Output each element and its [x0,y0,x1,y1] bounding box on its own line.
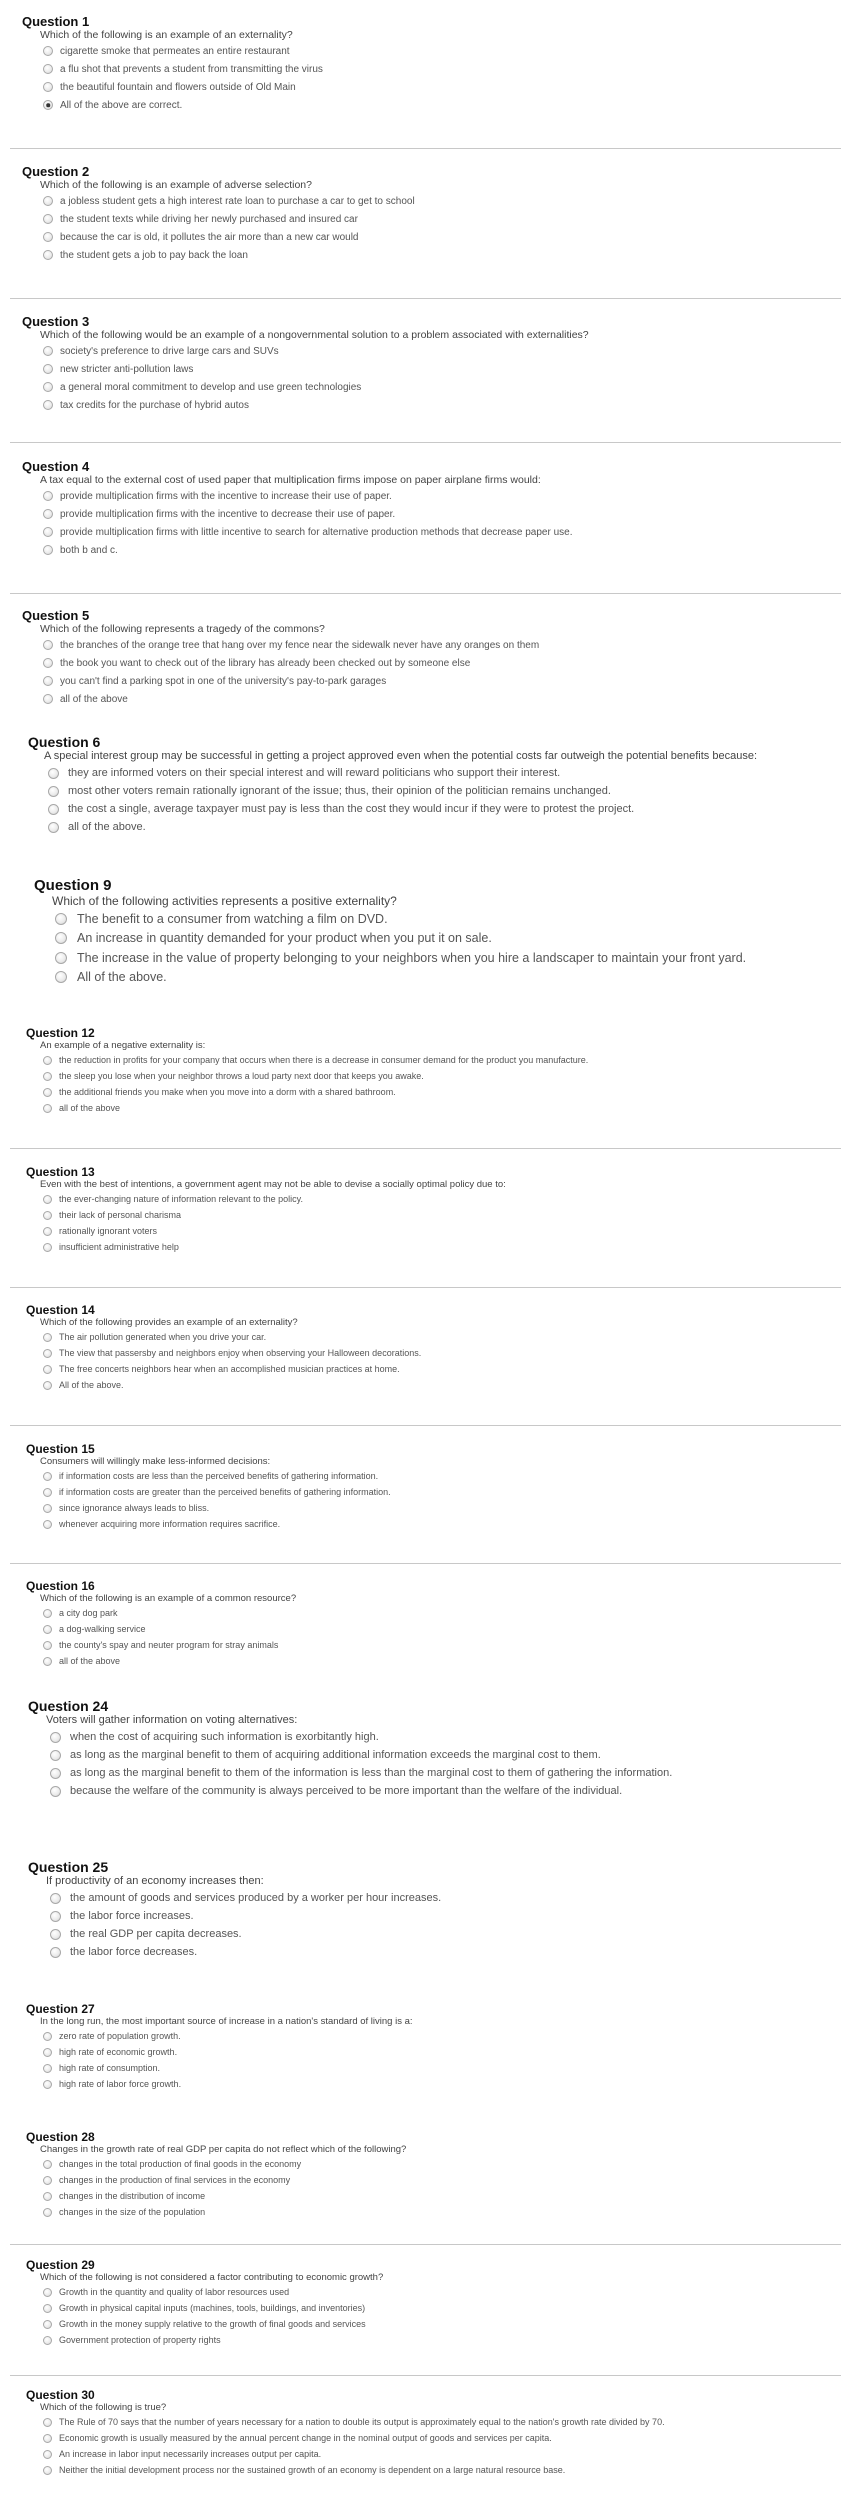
radio-button[interactable] [48,768,59,779]
radio-button[interactable] [50,1929,61,1940]
radio-button[interactable] [43,1072,52,1081]
answer-option[interactable] [50,1746,672,1764]
radio-button[interactable] [55,913,67,925]
radio-button[interactable] [43,1333,52,1342]
answer-option[interactable] [43,487,572,505]
question-block [26,2258,383,2348]
radio-button[interactable] [50,1768,61,1779]
radio-button[interactable] [43,658,53,668]
radio-button[interactable] [43,2320,52,2329]
answer-option[interactable] [43,1068,588,1084]
radio-button[interactable] [43,2418,52,2427]
question-prompt: Which of the following is not considered a factor contributing to economic growth? [40,2272,384,2283]
radio-button[interactable] [43,1104,52,1113]
answer-options [43,1605,296,1669]
answer-option[interactable] [43,541,572,559]
question-divider [10,1148,841,1149]
radio-button[interactable] [50,1732,61,1743]
answer-option-text: all of the above. [68,821,146,833]
answer-option[interactable] [43,2172,406,2188]
question-divider [10,442,841,443]
radio-button-selected[interactable] [43,100,53,110]
radio-button[interactable] [43,2466,52,2475]
answer-option-text: the branches of the orange tree that hang over my fence near the sidewalk never have any oranges on them [60,639,540,651]
answer-options [48,764,757,836]
radio-button[interactable] [50,1786,61,1797]
answer-option-text: whenever acquiring more information requires sacrifice. [59,1519,281,1529]
answer-option-text: both b and c. [60,544,118,556]
radio-button[interactable] [43,2080,52,2089]
answer-option[interactable] [43,1653,296,1669]
answer-option-text: Growth in the quantity and quality of labor resources used [59,2287,290,2297]
question-title: Question 9 [34,877,112,894]
answer-option-text: because the welfare of the community is always perceived to be more important than the welfare of the individual. [70,1785,623,1797]
radio-button[interactable] [43,1625,52,1634]
answer-option-text: The free concerts neighbors hear when an accomplished musician practices at home. [59,1364,400,1374]
answer-option[interactable] [43,378,589,396]
radio-button[interactable] [50,1947,61,1958]
answer-option[interactable] [55,929,746,949]
question-block [26,1303,421,1393]
radio-button[interactable] [43,82,53,92]
question-prompt: Which of the following provides an example of an externality? [40,1317,298,1328]
question-prompt: Which of the following is an example of an externality? [40,29,293,41]
answer-option[interactable] [43,2430,665,2446]
answer-option-text: Growth in the money supply relative to the growth of final goods and services [59,2319,366,2329]
answer-option-text: the student texts while driving her newly purchased and insured car [60,213,358,225]
answer-option[interactable] [43,1329,421,1345]
answer-options [43,2028,413,2092]
answer-option[interactable] [50,1782,672,1800]
question-title: Question 5 [22,608,90,623]
answer-options [50,1728,672,1800]
answer-option-text: changes in the production of final services in the economy [59,2175,291,2185]
answer-option[interactable] [43,2316,383,2332]
answer-option[interactable] [43,2156,406,2172]
answer-option-text: tax credits for the purchase of hybrid autos [60,399,249,411]
radio-button[interactable] [43,2176,52,2185]
question-block [22,14,323,114]
radio-button[interactable] [43,214,53,224]
radio-button[interactable] [43,491,53,501]
radio-button[interactable] [50,1750,61,1761]
answer-option-text: the cost a single, average taxpayer must pay is less than the cost they would incur if they were to protest the project. [68,803,635,815]
answer-option-text: a dog-walking service [59,1624,146,1634]
radio-button[interactable] [43,1641,52,1650]
question-block [26,2002,413,2092]
answer-option-text: when the cost of acquiring such information is exorbitantly high. [70,1731,379,1743]
answer-option[interactable] [43,1516,391,1532]
answer-option-text: they are informed voters on their special interest and will reward politicians who support their interest. [68,767,561,779]
answer-option[interactable] [43,2462,665,2478]
radio-button[interactable] [43,1520,52,1529]
question-prompt: Changes in the growth rate of real GDP per capita do not reflect which of the following? [40,2144,407,2155]
answer-option-text: The view that passersby and neighbors enjoy when observing your Halloween decorations. [59,1348,422,1358]
answer-option-text: the county's spay and neuter program for stray animals [59,1640,279,1650]
answer-option[interactable] [43,1191,506,1207]
answer-option-text: insufficient administrative help [59,1242,179,1252]
answer-option-text: The increase in the value of property belonging to your neighbors when you hire a landscaper to maintain your front yard. [77,950,747,965]
radio-button[interactable] [55,952,67,964]
question-title: Question 16 [26,1579,95,1593]
answer-option-text: the sleep you lose when your neighbor throws a loud party next door that keeps you awake. [59,1071,424,1081]
answer-option[interactable] [50,1764,672,1782]
answer-option-text: All of the above. [59,1380,124,1390]
radio-button[interactable] [43,694,53,704]
answer-option[interactable] [43,2332,383,2348]
answer-options [50,1889,441,1961]
answer-options [43,2156,406,2220]
answer-option[interactable] [50,1925,441,1943]
question-divider [10,148,841,149]
question-divider [10,1287,841,1288]
answer-option-text: if information costs are greater than the perceived benefits of gathering information. [59,1487,391,1497]
answer-option[interactable] [43,1377,421,1393]
question-prompt: Which of the following is true? [40,2402,167,2413]
answer-options [43,487,572,559]
answer-option[interactable] [43,672,539,690]
answer-option-text: a jobless student gets a high interest rate loan to purchase a car to get to school [60,195,415,207]
question-block [28,734,757,836]
question-prompt: A special interest group may be successful in getting a project approved even when the potential costs far outweigh the potential benefits because: [44,750,757,762]
answer-option[interactable] [43,636,539,654]
answer-option-text: society's preference to drive large cars and SUVs [60,345,279,357]
answer-option[interactable] [43,1239,506,1255]
answer-option[interactable] [55,968,746,988]
answer-option-text: rationally ignorant voters [59,1226,158,1236]
answer-option-text: All of the above. [77,970,167,985]
answer-option[interactable] [43,60,323,78]
question-divider [10,593,841,594]
answer-option[interactable] [43,78,323,96]
radio-button[interactable] [48,822,59,833]
radio-button[interactable] [43,400,53,410]
answer-option-text: All of the above are correct. [60,99,183,111]
radio-button[interactable] [43,545,53,555]
answer-option-text: the ever-changing nature of information relevant to the policy. [59,1194,303,1204]
question-prompt: If productivity of an economy increases then: [46,1875,264,1887]
answer-option[interactable] [43,1223,506,1239]
answer-option[interactable] [43,342,589,360]
answer-option[interactable] [55,948,746,968]
answer-option-text: as long as the marginal benefit to them of acquiring additional information exceeds the marginal cost to them. [70,1749,601,1761]
question-divider [10,2375,841,2376]
question-title: Question 15 [26,1442,95,1456]
answer-options [43,2284,383,2348]
answer-option[interactable] [43,1100,588,1116]
answer-option[interactable] [43,2076,413,2092]
radio-button[interactable] [43,509,53,519]
radio-button[interactable] [43,2434,52,2443]
answer-option[interactable] [43,2414,665,2430]
radio-button[interactable] [43,2304,52,2313]
answer-option-text: you can't find a parking spot in one of the university's pay-to-park garages [60,675,387,687]
answer-option-text: Government protection of property rights [59,2335,221,2345]
answer-option-text: Economic growth is usually measured by the annual percent change in the nominal output of goods and services per capita. [59,2433,552,2443]
radio-button[interactable] [43,1365,52,1374]
answer-option-text: because the car is old, it pollutes the air more than a new car would [60,231,359,243]
answer-option-text: their lack of personal charisma [59,1210,182,1220]
radio-button[interactable] [43,2032,52,2041]
answer-option-text: a general moral commitment to develop and use green technologies [60,381,362,393]
radio-button[interactable] [43,364,53,374]
answer-options [43,1052,588,1116]
answer-option[interactable] [48,800,757,818]
radio-button[interactable] [43,2160,52,2169]
question-prompt: A tax equal to the external cost of used paper that multiplication firms impose on paper airplane firms would: [40,474,541,486]
radio-button[interactable] [43,2048,52,2057]
answer-option[interactable] [50,1728,672,1746]
question-prompt: Which of the following is an example of adverse selection? [40,179,312,191]
radio-button[interactable] [48,786,59,797]
answer-option[interactable] [43,690,539,708]
answer-option[interactable] [48,818,757,836]
answer-options [43,342,589,414]
answer-option[interactable] [43,2300,383,2316]
answer-option[interactable] [43,2028,413,2044]
radio-button[interactable] [55,932,67,944]
question-block [22,314,589,414]
answer-option[interactable] [50,1889,441,1907]
radio-button[interactable] [43,1381,52,1390]
radio-button[interactable] [43,1227,52,1236]
answer-options [43,2414,665,2478]
question-title: Question 13 [26,1165,95,1179]
answer-option[interactable] [43,1621,296,1637]
question-prompt: Which of the following activities represents a positive externality? [52,894,397,908]
answer-option[interactable] [43,2044,413,2060]
answer-option-text: all of the above [59,1656,121,1666]
question-title: Question 6 [28,734,101,750]
answer-option-text: a city dog park [59,1608,118,1618]
answer-options [43,1468,391,1532]
answer-option[interactable] [43,2446,665,2462]
question-block [26,1442,391,1532]
radio-button[interactable] [43,382,53,392]
radio-button[interactable] [43,1504,52,1513]
answer-option-text: changes in the total production of final goods in the economy [59,2159,302,2169]
answer-option-text: cigarette smoke that permeates an entire restaurant [60,45,290,57]
question-block [28,1698,672,1800]
radio-button[interactable] [43,196,53,206]
answer-option-text: high rate of economic growth. [59,2047,178,2057]
radio-button[interactable] [43,46,53,56]
question-block [22,164,415,264]
answer-option[interactable] [43,228,415,246]
answer-option-text: the student gets a job to pay back the loan [60,249,248,261]
answer-option[interactable] [43,1468,391,1484]
answer-option[interactable] [50,1907,441,1925]
answer-option[interactable] [43,654,539,672]
answer-option-text: high rate of labor force growth. [59,2079,182,2089]
question-divider [10,1425,841,1426]
answer-option[interactable] [43,505,572,523]
answer-option[interactable] [48,764,757,782]
answer-option-text: the reduction in profits for your company that occurs when there is a decrease in consumer demand for the product you manufacture. [59,1055,589,1065]
answer-option-text: provide multiplication firms with little incentive to search for alternative production methods that decrease paper use. [60,526,573,538]
question-divider [10,2244,841,2245]
question-prompt: Voters will gather information on voting alternatives: [46,1714,298,1726]
answer-option-text: the real GDP per capita decreases. [70,1928,242,1940]
question-title: Question 28 [26,2130,95,2144]
radio-button[interactable] [43,346,53,356]
question-divider [10,1563,841,1564]
answer-option-text: zero rate of population growth. [59,2031,181,2041]
question-prompt: An example of a negative externality is: [40,1040,206,1051]
answer-option-text: the additional friends you make when you move into a dorm with a shared bathroom. [59,1087,396,1097]
question-title: Question 4 [22,459,90,474]
answer-option[interactable] [43,1345,421,1361]
radio-button[interactable] [50,1893,61,1904]
question-block [26,1579,296,1669]
answer-option[interactable] [43,396,589,414]
answer-option[interactable] [43,2284,383,2300]
answer-option-text: if information costs are less than the perceived benefits of gathering information. [59,1471,379,1481]
question-title: Question 12 [26,1026,95,1040]
answer-option[interactable] [43,360,589,378]
answer-option-text: the labor force increases. [70,1910,194,1922]
answer-option[interactable] [43,42,323,60]
question-prompt: Which of the following represents a tragedy of the commons? [40,623,325,635]
radio-button[interactable] [43,250,53,260]
radio-button[interactable] [43,676,53,686]
question-block [26,2130,406,2220]
answer-option[interactable] [43,523,572,541]
question-title: Question 25 [28,1859,109,1875]
radio-button[interactable] [48,804,59,815]
radio-button[interactable] [43,2450,52,2459]
radio-button[interactable] [43,640,53,650]
answer-option-text: An increase in quantity demanded for your product when you put it on sale. [77,931,492,946]
answer-options [43,1329,421,1393]
question-block [22,459,572,559]
question-block [22,608,539,708]
answer-option[interactable] [43,2204,406,2220]
answer-options [55,909,746,987]
question-prompt: In the long run, the most important source of increase in a nation's standard of living is a: [40,2016,413,2027]
question-title: Question 27 [26,2002,95,2016]
question-prompt: Consumers will willingly make less-informed decisions: [40,1456,271,1467]
answer-option[interactable] [43,1084,588,1100]
answer-option-text: all of the above [59,1103,121,1113]
radio-button[interactable] [43,1195,52,1204]
radio-button[interactable] [43,1609,52,1618]
answer-options [43,1191,506,1255]
radio-button[interactable] [43,527,53,537]
answer-options [43,192,415,264]
answer-option-text: Growth in physical capital inputs (machines, tools, buildings, and inventories) [59,2303,366,2313]
answer-option-text: the labor force decreases. [70,1946,198,1958]
question-title: Question 14 [26,1303,95,1317]
radio-button[interactable] [43,232,53,242]
radio-button[interactable] [43,1472,52,1481]
answer-option[interactable] [43,1052,588,1068]
answer-option-text: provide multiplication firms with the incentive to increase their use of paper. [60,490,392,502]
answer-option-text: The benefit to a consumer from watching a film on DVD. [77,911,388,926]
answer-option-text: since ignorance always leads to bliss. [59,1503,210,1513]
answer-option[interactable] [43,246,415,264]
answer-option[interactable] [43,2060,413,2076]
radio-button[interactable] [50,1911,61,1922]
radio-button[interactable] [43,2208,52,2217]
answer-option[interactable] [43,192,415,210]
radio-button[interactable] [43,1657,52,1666]
radio-button[interactable] [43,1243,52,1252]
radio-button[interactable] [43,1056,52,1065]
answer-option[interactable] [43,1484,391,1500]
question-prompt: Which of the following is an example of a common resource? [40,1593,297,1604]
answer-option[interactable] [43,1605,296,1621]
question-block [34,877,746,987]
question-title: Question 2 [22,164,90,179]
radio-button[interactable] [55,971,67,983]
question-title: Question 30 [26,2388,95,2402]
answer-option[interactable] [43,96,323,114]
answer-option[interactable] [55,909,746,929]
answer-option-text: new stricter anti-pollution laws [60,363,194,375]
answer-option[interactable] [43,1500,391,1516]
radio-button[interactable] [43,2064,52,2073]
answer-option-text: most other voters remain rationally ignorant of the issue; thus, their opinion of the politician remains unchanged. [68,785,611,797]
radio-button[interactable] [43,1349,52,1358]
radio-button[interactable] [43,2192,52,2201]
answer-option-text: An increase in labor input necessarily increases output per capita. [59,2449,322,2459]
answer-option-text: the amount of goods and services produced by a worker per hour increases. [70,1892,442,1904]
answer-option-text: the beautiful fountain and flowers outside of Old Main [60,81,296,93]
radio-button[interactable] [43,64,53,74]
question-block [28,1859,441,1961]
answer-option-text: The air pollution generated when you drive your car. [59,1332,267,1342]
answer-option-text: high rate of consumption. [59,2063,161,2073]
radio-button[interactable] [43,1211,52,1220]
radio-button[interactable] [43,1088,52,1097]
answer-option[interactable] [43,210,415,228]
question-block [26,1026,588,1116]
question-divider [10,298,841,299]
question-block [26,2388,665,2478]
question-prompt: Even with the best of intentions, a government agent may not be able to devise a socially optimal policy due to: [40,1179,506,1190]
answer-option-text: as long as the marginal benefit to them of the information is less than the marginal cost to them of gathering the information. [70,1767,673,1779]
answer-options [43,636,539,708]
question-title: Question 3 [22,314,90,329]
question-title: Question 1 [22,14,90,29]
answer-option[interactable] [43,1207,506,1223]
question-prompt: Which of the following would be an example of a nongovernmental solution to a problem associated with externalities? [40,329,589,341]
answer-option-text: all of the above [60,693,128,705]
answer-option-text: changes in the size of the population [59,2207,206,2217]
answer-option[interactable] [50,1943,441,1961]
answer-option-text: changes in the distribution of income [59,2191,206,2201]
answer-option-text: The Rule of 70 says that the number of years necessary for a nation to double its output is approximately equal to the nation's growth rate divided by 70. [59,2417,665,2427]
answer-option-text: Neither the initial development process nor the sustained growth of an economy is dependent on a large natural resource base. [59,2465,566,2475]
radio-button[interactable] [43,2336,52,2345]
answer-option-text: the book you want to check out of the library has already been checked out by someone else [60,657,471,669]
question-block [26,1165,506,1255]
answer-option-text: provide multiplication firms with the incentive to decrease their use of paper. [60,508,396,520]
answer-options [43,42,323,114]
answer-option[interactable] [43,2188,406,2204]
answer-option[interactable] [43,1637,296,1653]
answer-option-text: a flu shot that prevents a student from transmitting the virus [60,63,323,75]
question-title: Question 29 [26,2258,95,2272]
question-title: Question 24 [28,1698,109,1714]
answer-option[interactable] [43,1361,421,1377]
radio-button[interactable] [43,2288,52,2297]
answer-option[interactable] [48,782,757,800]
radio-button[interactable] [43,1488,52,1497]
